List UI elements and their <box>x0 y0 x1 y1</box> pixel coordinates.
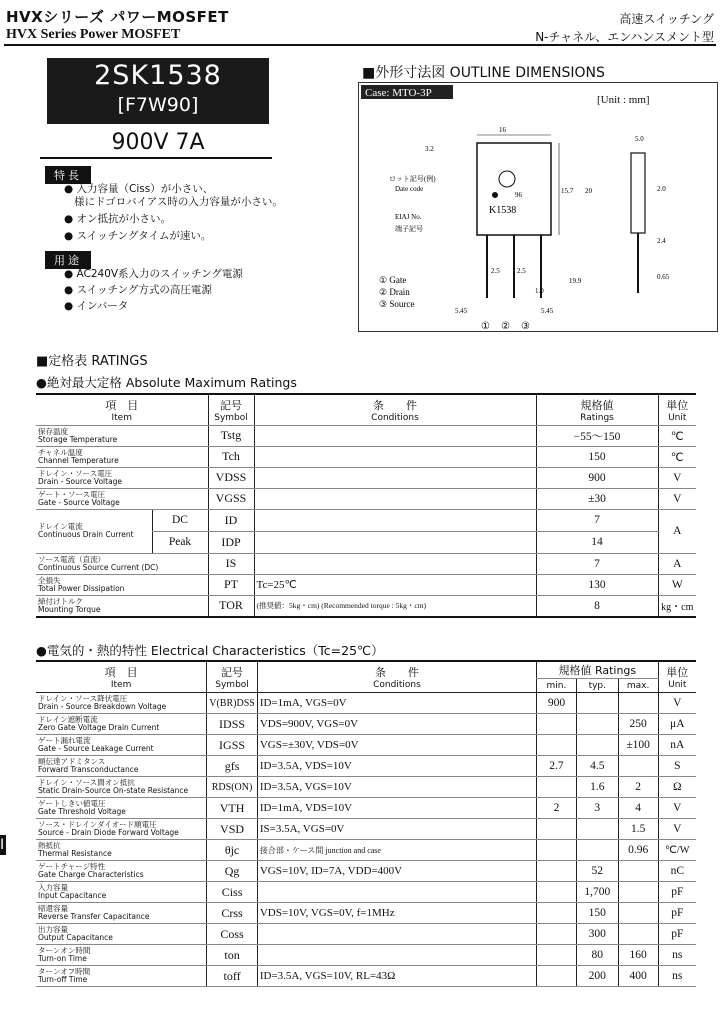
mounting-hole <box>499 171 515 187</box>
svg-text:19.9: 19.9 <box>569 277 582 285</box>
features-list <box>64 183 344 243</box>
table-row: Peak IDP 14 <box>36 531 696 553</box>
svg-text:端子記号: 端子記号 <box>395 225 423 233</box>
package-side-view <box>631 153 645 233</box>
table-row: 順伝達アドミタンス Forward Transconductance gfs ID=3.5A, VDS=10V 2.7 4.5 S <box>36 756 696 777</box>
application-item: ● インバータ <box>64 300 129 312</box>
svg-text:20: 20 <box>585 187 592 195</box>
table-row: 出力容量 Output Capacitance Coss 300 pF <box>36 924 696 945</box>
svg-text:2.5: 2.5 <box>517 267 526 275</box>
svg-text:EIAJ No.: EIAJ No. <box>395 213 422 221</box>
abs-max-header-row: 項 目 Item 記号 Symbol 条 件 Conditions 規格値 Ratings 単位 Unit <box>36 395 696 425</box>
table-row: 保存温度 Storage Temperature Tstg −55〜150 ℃ <box>36 425 696 446</box>
abs-max-table <box>36 395 696 618</box>
application-item: ● AC240V系入力のスイッチング電源 <box>64 268 243 280</box>
svg-text:ロット記号(例): ロット記号(例) <box>389 175 436 183</box>
svg-text:③: ③ <box>521 321 530 331</box>
unit-label: [Unit : mm] <box>597 94 650 106</box>
table-row: ターンオン時間 Turn-on Time ton 80 160 ns <box>36 945 696 966</box>
table-row: ドレイン・ソース間オン抵抗 Static Drain-Source On-state Resistance RDS(ON) ID=3.5A, VGS=10V 1.6 2 Ω <box>36 777 696 798</box>
applications-tag: 用途 <box>45 251 91 269</box>
abs-max-title: ●絶対最大定格 Absolute Maximum Ratings <box>36 375 297 390</box>
table-row: 入力容量 Input Capacitance Ciss 1,700 pF <box>36 882 696 903</box>
table-row: ゲートしきい値電圧 Gate Threshold Voltage VTH ID=1mA, VDS=10V 2 3 4 V <box>36 798 696 819</box>
table-row: ターンオフ時間 Turn-off Time toff ID=3.5A, VGS=10V, RL=43Ω 200 400 ns <box>36 966 696 987</box>
ratings-title: ■定格表 RATINGS <box>36 354 148 369</box>
electrical-header-row: 項 目 Item 記号 Symbol 条 件 Conditions 規格値 Ratings 単位 Unit <box>36 662 696 679</box>
table-row: チャネル温度 Channel Temperature Tch 150 ℃ <box>36 446 696 467</box>
svg-text:5.0: 5.0 <box>635 135 644 143</box>
part-number-box <box>47 58 269 124</box>
pin-label-drain: ② Drain <box>379 287 410 297</box>
table-row: 帰還容量 Reverse Transfer Capacitance Crss VDS=10V, VGS=0V, f=1MHz 150 pF <box>36 903 696 924</box>
table-row: ゲートチャージ特性 Gate Charge Characteristics Qg VGS=10V, ID=7A, VDD=400V 52 nC <box>36 861 696 882</box>
table-row: ゲート漏れ電流 Gate - Source Leakage Current IGSS VGS=±30V, VDS=0V ±100 nA <box>36 735 696 756</box>
table-row: ソース・ドレインダイオード順電圧 Source - Drain Diode Forward Voltage VSD IS=3.5A, VGS=0V 1.5 V <box>36 819 696 840</box>
feature-item: ● スイッチングタイムが速い。 <box>64 230 212 242</box>
part-rating: 900V 7A <box>111 130 205 155</box>
pin-label-source: ③ Source <box>379 299 415 309</box>
device-type-jp: 高速スイッチング <box>619 12 714 26</box>
svg-text:2.5: 2.5 <box>491 267 500 275</box>
part-number: 2SK1538 <box>94 60 222 91</box>
svg-text:15.7: 15.7 <box>561 187 574 195</box>
features-tag: 特長 <box>45 166 91 184</box>
electrical-table: 項 目 Item 記号 Symbol 条 件 Conditions 規格値 Ratings 単位 Unit min. typ. max. ドレイン・ソース降伏電圧 Drain - Source Breakdown Voltage V(BR)DSS ID=1mA, VGS=0V 900 V ドレイン遮断電流 Zero Gate Voltage Drain Current IDSS VDS=900V, VGS=0V 250 μA ゲート漏れ電流 Gate - Source Leakage Current IGSS VGS=±30V, VDS=0V ±100 nA 順伝達アドミタンス Forward Transconductance gfs ID=3.5A, VDS=10V 2.7 4.5 S ドレイン・ソース間オン抵抗 Static Drain-Source On-state Resistance RDS(ON) ID=3.5A, VGS=10V 1.6 2 Ω ゲートしきい値電圧 Gate Threshold Voltage VTH ID=1mA, VDS=10V 2 3 4 V ソース・ドレインダイオード順電圧 Source - Drain Diode Forward Voltage VSD IS=3.5A, VGS=0V 1.5 V 熱抵抗 Thermal Resistance θjc 接合部・ケース間 junction and case 0.96 ℃/W ゲートチャージ特性 Gate Charge Characteristics Qg VGS=10V, ID=7A, VDD=400V 52 nC 入力容量 Input Capacitance Ciss 1,700 pF 帰還容量 Reverse Transfer Capacitance Crss VDS=10V, VGS=0V, f=1MHz 150 pF 出力容量 Output Capacitance Coss 300 pF ターンオン時間 Turn-on Time ton 80 160 ns ターンオフ時間 Turn-off Time toff ID=3.5A, VGS=10V, RL=43Ω 200 400 ns <box>36 662 696 987</box>
svg-text:Date code: Date code <box>395 185 424 193</box>
feature-item: ● 入力容量（Ciss）が小さい、 <box>64 183 214 195</box>
series-title-en: HVX Series Power MOSFET <box>6 27 181 42</box>
pin1-mark <box>492 192 498 198</box>
svg-text:①: ① <box>481 321 490 331</box>
application-item: ● スイッチング方式の高圧電源 <box>64 284 212 296</box>
svg-text:2.4: 2.4 <box>657 237 666 245</box>
package-body <box>477 143 551 235</box>
table-row: ソース電流（直流） Continuous Source Current (DC) IS 7 A <box>36 553 696 574</box>
series-title-jp: HVXシリーズ パワーMOSFET <box>6 8 229 26</box>
table-row: ドレイン遮断電流 Zero Gate Voltage Drain Current IDSS VDS=900V, VGS=0V 250 μA <box>36 714 696 735</box>
svg-text:②: ② <box>501 321 510 331</box>
svg-text:3.2: 3.2 <box>425 145 434 153</box>
outline-title: ■外形寸法図 OUTLINE DIMENSIONS <box>362 65 605 81</box>
header-rule <box>4 44 716 46</box>
svg-text:0.65: 0.65 <box>657 273 670 281</box>
table-row: ドレイン・ソース電圧 Drain - Source Voltage VDSS 900 V <box>36 467 696 488</box>
svg-text:2.0: 2.0 <box>657 185 666 193</box>
table-row: ドレイン電流 Continuous Drain Current DC ID 7 A <box>36 509 696 531</box>
table-row: ゲート・ソース電圧 Gate - Source Voltage VGSS ±30 V <box>36 488 696 509</box>
feature-item: 様にドゴロバイアス時の入力容量が小さい。 <box>74 196 283 208</box>
table-row: 締付けトルク Mounting Torque TOR (推奨値：5kg・cm) (Recommended torque : 5kg・cm) 8 kg・cm <box>36 595 696 617</box>
rating-rule <box>40 157 272 159</box>
svg-text:5.45: 5.45 <box>541 307 554 315</box>
table-row: 熱抵抗 Thermal Resistance θjc 接合部・ケース間 junction and case 0.96 ℃/W <box>36 840 696 861</box>
table-row: ドレイン・ソース降伏電圧 Drain - Source Breakdown Voltage V(BR)DSS ID=1mA, VGS=0V 900 V <box>36 693 696 714</box>
pin-label-gate: ① Gate <box>379 275 407 285</box>
case-label: Case: MTO-3P <box>365 87 432 99</box>
svg-text:5.45: 5.45 <box>455 307 468 315</box>
device-channel-type: N-チャネル、エンハンスメント型 <box>535 30 714 44</box>
svg-text:1.0: 1.0 <box>535 287 544 295</box>
outline-drawing <box>359 83 717 331</box>
section-side-mark: I <box>0 837 5 853</box>
outline-drawing-box <box>358 82 718 332</box>
part-code: [F7W90] <box>117 94 199 116</box>
svg-text:16: 16 <box>499 126 506 134</box>
part-marking: K1538 <box>489 205 517 216</box>
table-row: 全損失 Total Power Dissipation PT Tc=25℃ 130 W <box>36 574 696 595</box>
feature-item: ● オン抵抗が小さい。 <box>64 213 171 225</box>
applications-list <box>64 268 344 313</box>
electrical-title: ●電気的・熱的特性 Electrical Characteristics（Tc=25℃） <box>36 643 384 658</box>
svg-text:96: 96 <box>515 191 522 199</box>
